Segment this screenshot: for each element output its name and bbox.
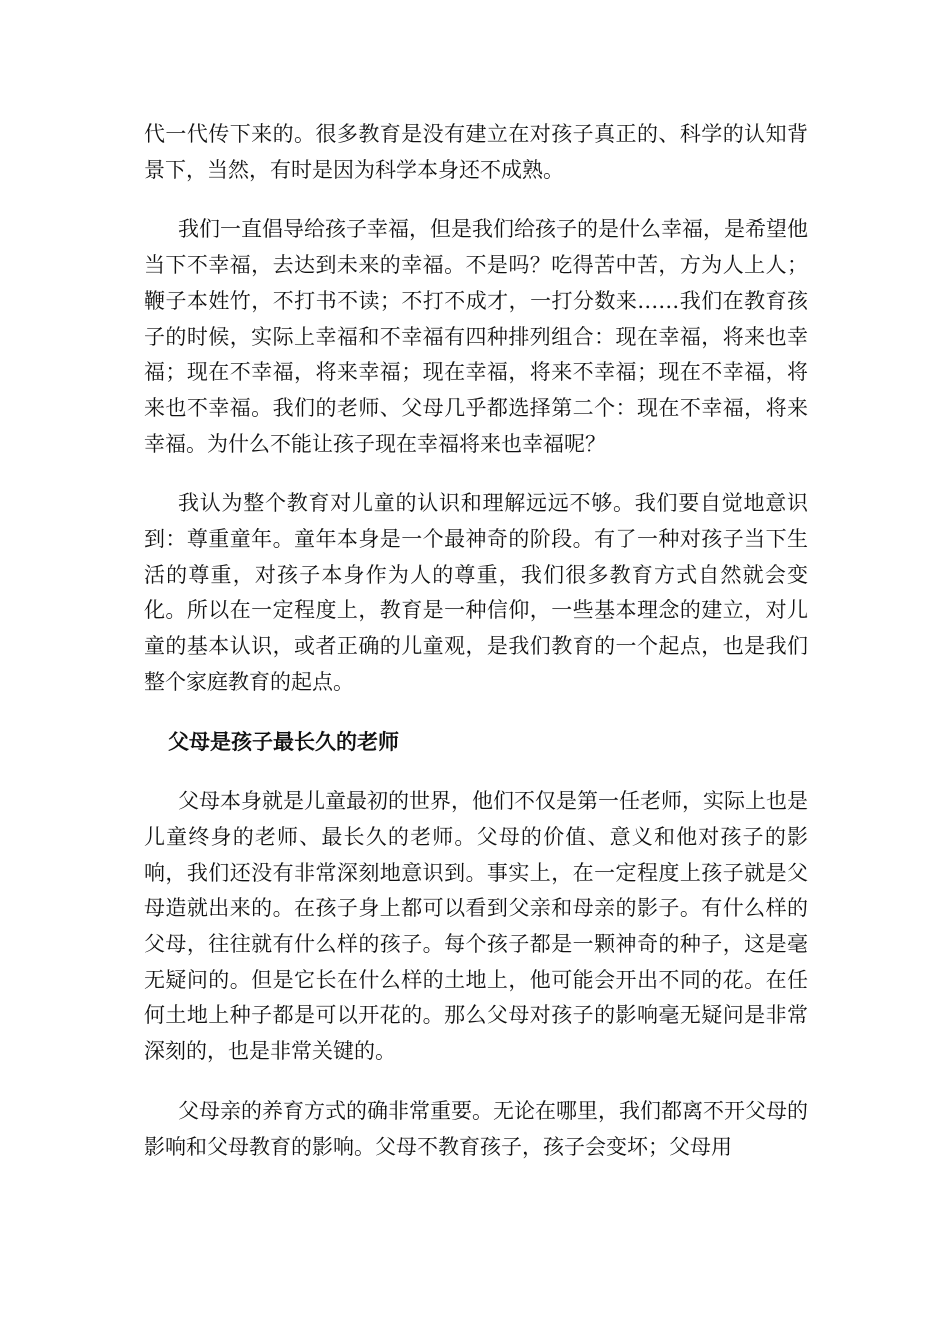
- paragraph-happiness: 我们一直倡导给孩子幸福，但是我们给孩子的是什么幸福，是希望他当下不幸福，去达到未来的幸福。不是吗？吃得苦中苦，方为人上人；鞭子本姓竹，不打书不读；不打不成才，一打分数来……我们在教育孩子的时候，实际上幸福和不幸福有四种排列组合：现在幸福，将来也幸福；现在不幸福，将来幸福；现在幸福，将来不幸福；现在不幸福，将来也不幸福。我们的老师、父母几乎都选择第二个：现在不幸福，将来幸福。为什么不能让孩子现在幸福将来也幸福呢？: [144, 217, 808, 456]
- paragraph-continuation: 代一代传下来的。很多教育是没有建立在对孩子真正的、科学的认知背景下，当然，有时是因为科学本身还不成熟。: [144, 122, 808, 182]
- paragraph-parenting-style: 父母亲的养育方式的确非常重要。无论在哪里，我们都离不开父母的影响和父母教育的影响。父母不教育孩子，孩子会变坏；父母用: [144, 1098, 808, 1159]
- paragraph-respect-childhood: 我认为整个教育对儿童的认识和理解远远不够。我们要自觉地意识到：尊重童年。童年本身是一个最神奇的阶段。有了一种对孩子当下生活的尊重，对孩子本身作为人的尊重，我们很多教育方式自然就会变化。所以在一定程度上，教育是一种信仰，一些基本理念的建立，对儿童的基本认识，或者正确的儿童观，是我们教育的一个起点，也是我们整个家庭教育的起点。: [144, 491, 808, 694]
- paragraph-parents-first-world: 父母本身就是儿童最初的世界，他们不仅是第一任老师，实际上也是儿童终身的老师、最长久的老师。父母的价值、意义和他对孩子的影响，我们还没有非常深刻地意识到。事实上，在一定程度上孩子就是父母造就出来的。在孩子身上都可以看到父亲和母亲的影子。有什么样的父母，往往就有什么样的孩子。每个孩子都是一颗神奇的种子，这是毫无疑问的。但是它长在什么样的土地上，他可能会开出不同的花。在任何土地上种子都是可以开花的。那么父母对孩子的影响毫无疑问是非常深刻的，也是非常关键的。: [144, 789, 808, 1064]
- section-heading: 父母是孩子最长久的老师: [168, 729, 399, 754]
- document-body: [144, 117, 808, 1189]
